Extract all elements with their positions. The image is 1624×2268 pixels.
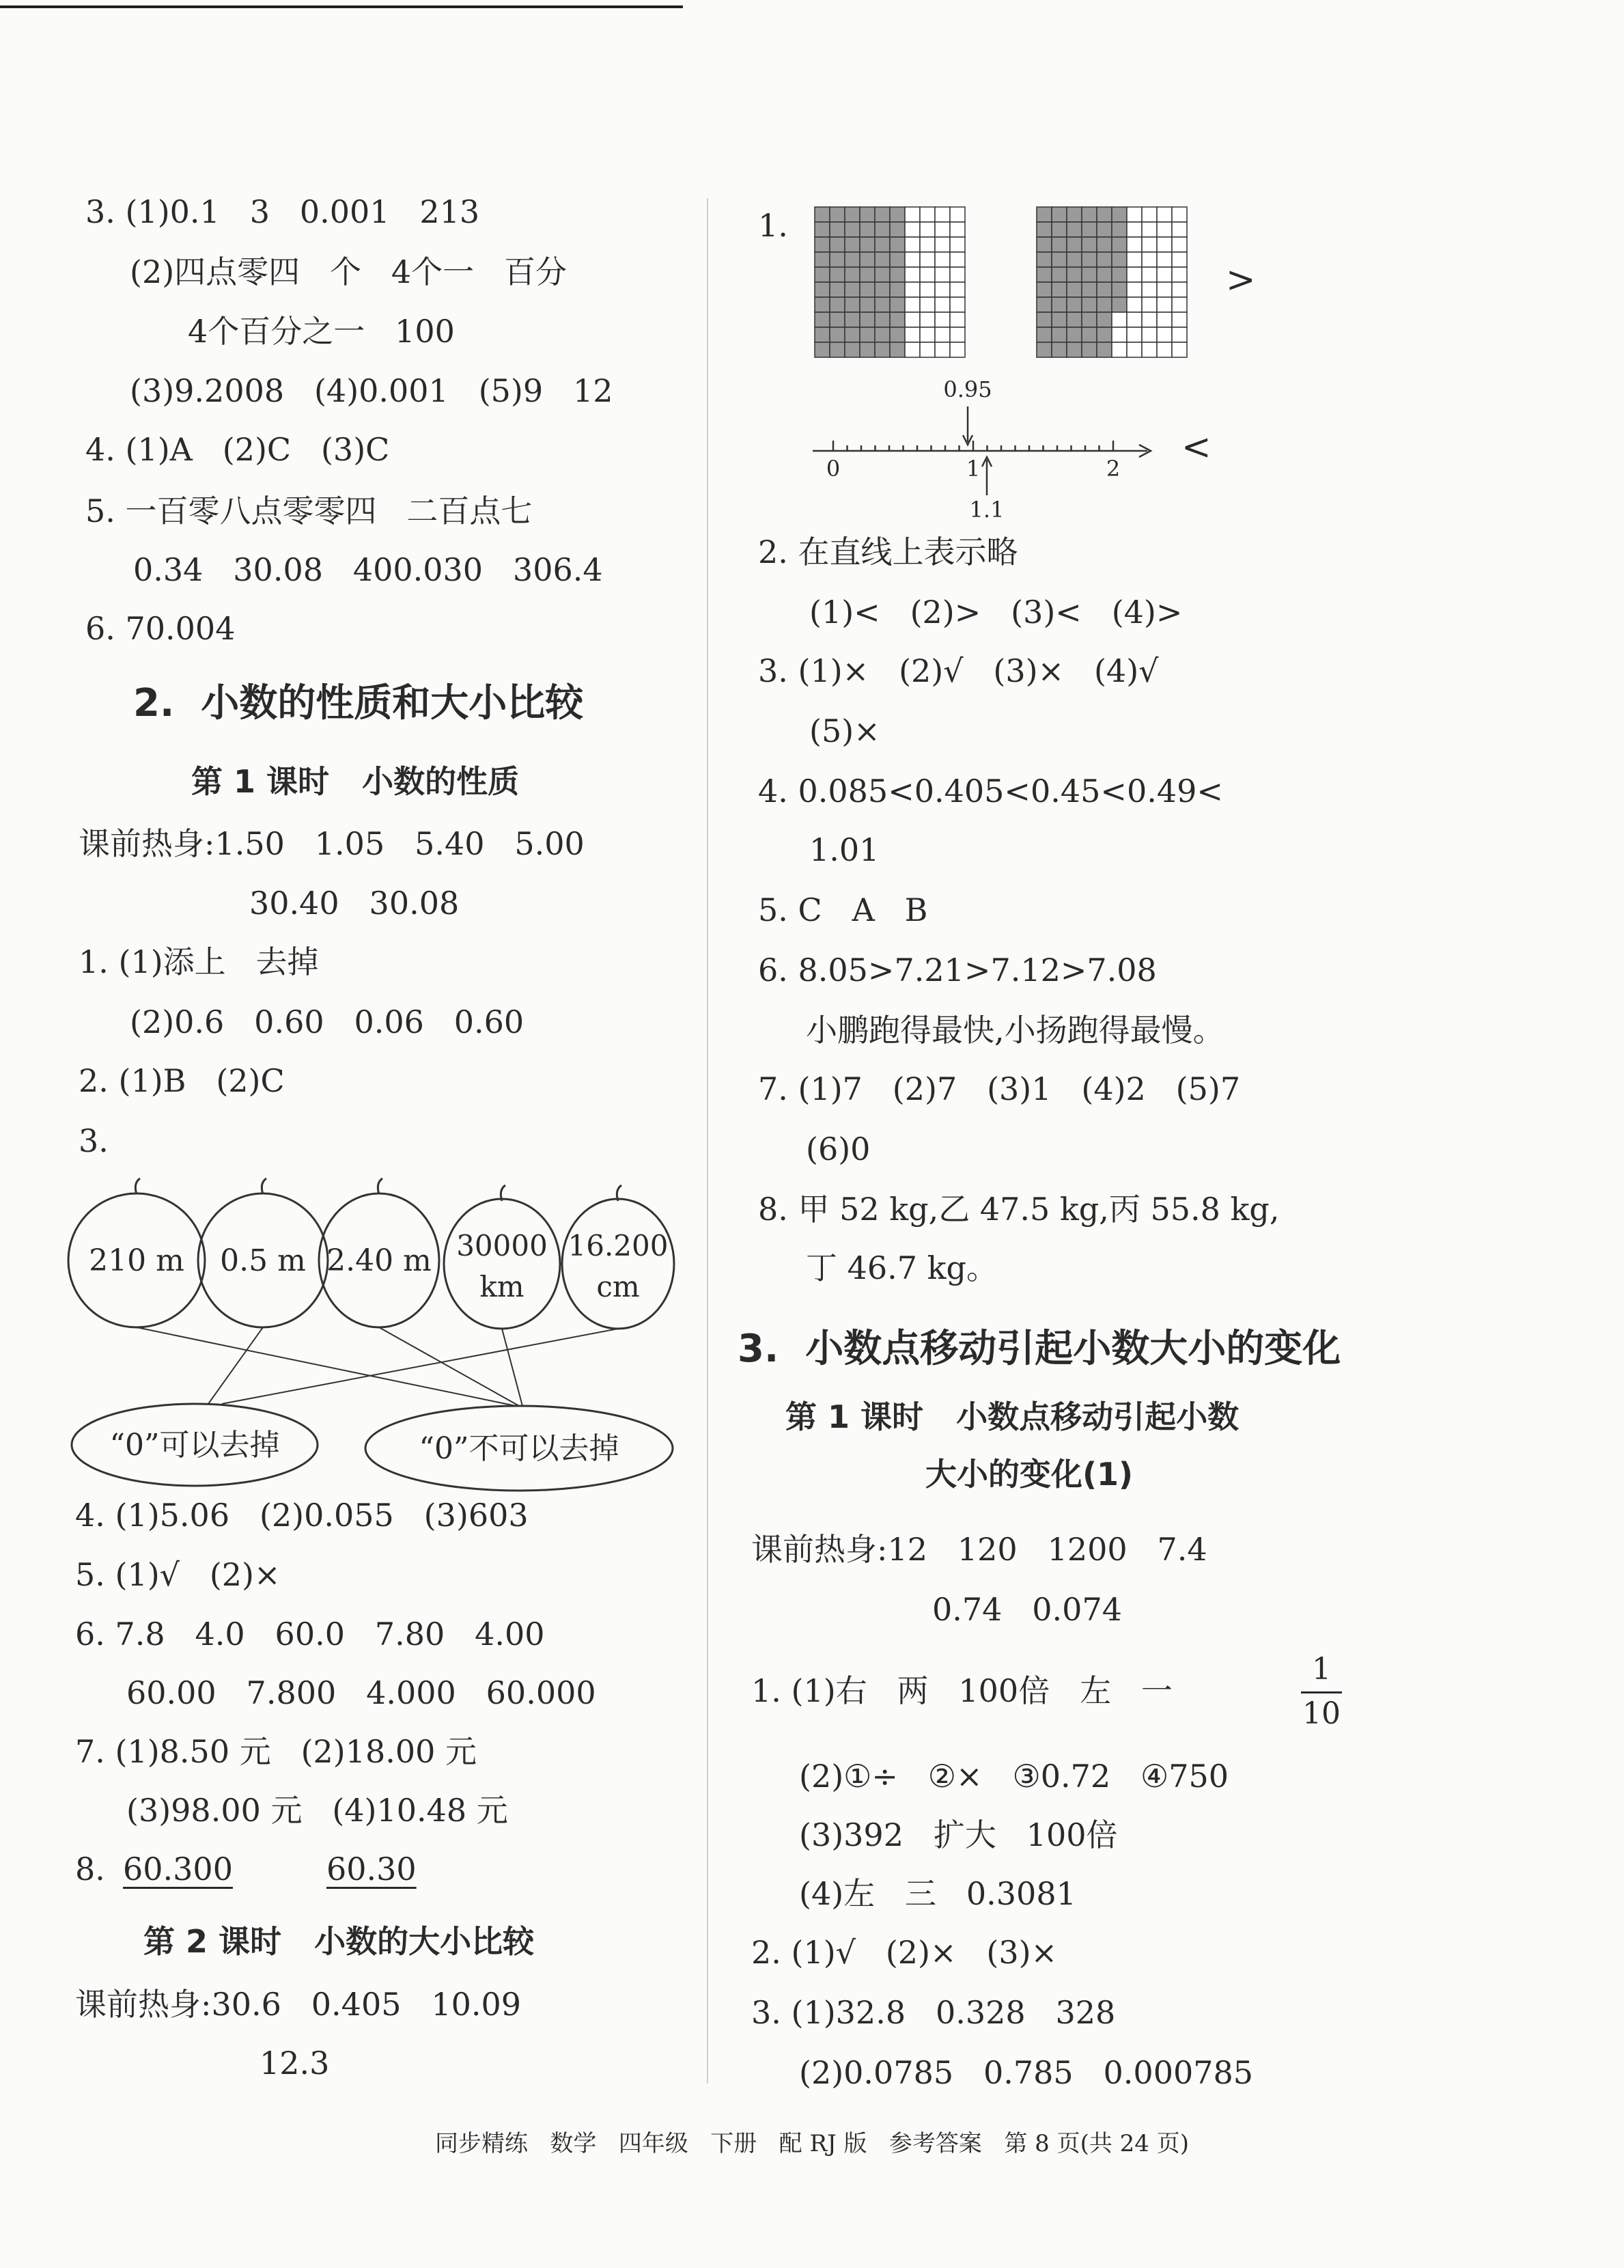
match-line [208, 1327, 263, 1404]
grid-cell-shaded [1097, 312, 1112, 327]
grid-cell-shaded [815, 222, 830, 237]
grid-cell [1172, 237, 1187, 252]
answer-line: (3)9.2008 (4)0.001 (5)9 12 [130, 372, 613, 409]
fraction-denominator: 10 [1302, 1696, 1341, 1731]
match-line [137, 1327, 516, 1406]
grid-cell-shaded [845, 342, 860, 357]
apple-shape [444, 1199, 560, 1329]
warmup-line: 课前热身:12 120 1200 7.4 [751, 1531, 1207, 1568]
grid-cell-shaded [815, 342, 830, 357]
grid-cell [950, 282, 965, 297]
grid-cell-shaded [815, 237, 830, 252]
grid-cell-shaded [1037, 222, 1052, 237]
answer-line: (1)< (2)> (3)< (4)> [809, 594, 1183, 631]
answer-line: 1.01 [809, 831, 880, 868]
grid-cell [905, 297, 920, 312]
grid-cell-shaded [875, 282, 890, 297]
grid-cell-shaded [1097, 207, 1112, 222]
page-footer: 同步精练 数学 四年级 下册 配 RJ 版 参考答案 第 8 页(共 24 页) [434, 2130, 1190, 2157]
grid-cell [950, 267, 965, 282]
grid-cell-shaded [1067, 222, 1082, 237]
grid-cell [935, 222, 950, 237]
grid-cell [1172, 342, 1187, 357]
grid-cell-shaded [1067, 267, 1082, 282]
answer-line: 1. (1)右 两 100倍 左 一 [751, 1672, 1173, 1709]
grid-cell-shaded [830, 207, 845, 222]
grid-cell [920, 222, 935, 237]
answer-line: (3)392 扩大 100倍 [799, 1816, 1118, 1853]
grid-cell-shaded [1082, 267, 1097, 282]
grid-cell-shaded [1097, 297, 1112, 312]
grid-cell-shaded [1097, 267, 1112, 282]
hundred-grid-left [813, 205, 967, 359]
grid-cell-shaded [1067, 297, 1082, 312]
answer-line: 5. (1)√ (2)× [75, 1556, 281, 1593]
match-line [222, 1329, 618, 1404]
grid-cell-shaded [830, 282, 845, 297]
grid-cell-shaded [1037, 297, 1052, 312]
grid-cell-shaded [845, 267, 860, 282]
grid-cell-shaded [1037, 207, 1052, 222]
grid-cell-shaded [845, 327, 860, 342]
answer-line: (2)0.0785 0.785 0.000785 [799, 2054, 1254, 2091]
grid-cell [920, 267, 935, 282]
number-line-tick-label: 0 [826, 456, 841, 482]
grid-cell [950, 342, 965, 357]
grid-cell-shaded [1082, 327, 1097, 342]
grid-cell [935, 327, 950, 342]
grid-cell-shaded [875, 297, 890, 312]
grid-cell-shaded [1112, 207, 1127, 222]
oval-label: “0”不可以去掉 [419, 1431, 619, 1466]
number-line [806, 372, 1188, 523]
grid-cell [1142, 267, 1157, 282]
grid-cell-shaded [830, 342, 845, 357]
grid-cell [905, 312, 920, 327]
grid-cell [950, 297, 965, 312]
grid-cell [935, 237, 950, 252]
apple-label: 210 m [89, 1243, 184, 1278]
grid-cell-shaded [890, 282, 905, 297]
grid-cell [1142, 312, 1157, 327]
column-divider [707, 198, 708, 2084]
grid-cell [1127, 222, 1142, 237]
grid-cell-shaded [860, 237, 875, 252]
apple-label: cm [596, 1270, 640, 1303]
answer-line: 7. (1)7 (2)7 (3)1 (4)2 (5)7 [758, 1070, 1241, 1107]
answer-line: 1. (1)添上 去掉 [79, 943, 319, 980]
grid-cell-shaded [830, 297, 845, 312]
grid-cell-shaded [890, 237, 905, 252]
grid-cell [1112, 312, 1127, 327]
grid-cell-shaded [1052, 237, 1067, 252]
grid-cell-shaded [830, 312, 845, 327]
warmup-line: 12.3 [260, 2045, 330, 2082]
grid-cell-shaded [1112, 267, 1127, 282]
grid-cell [1142, 342, 1157, 357]
answer-line: 3. (1)32.8 0.328 328 [751, 1994, 1116, 2031]
apple-label: 0.5 m [220, 1243, 306, 1278]
apple-label: 16.200 [568, 1229, 669, 1262]
answer-line: 0.34 30.08 400.030 306.4 [133, 551, 603, 588]
grid-cell [1142, 297, 1157, 312]
grid-cell-shaded [860, 327, 875, 342]
grid-cell [920, 297, 935, 312]
grid-cell-shaded [815, 327, 830, 342]
match-line [379, 1327, 519, 1406]
grid-cell-shaded [875, 222, 890, 237]
grid-cell-shaded [1052, 327, 1067, 342]
grid-cell-shaded [1067, 327, 1082, 342]
grid-cell-shaded [845, 207, 860, 222]
number-line-tick-label: 2 [1106, 456, 1121, 482]
grid-cell-shaded [875, 207, 890, 222]
compare-sign: < [1181, 427, 1212, 468]
grid-cell [905, 327, 920, 342]
grid-cell-shaded [860, 342, 875, 357]
oval-label: “0”可以去掉 [109, 1428, 280, 1463]
grid-cell-shaded [845, 222, 860, 237]
grid-cell [1157, 282, 1172, 297]
grid-cell [1127, 342, 1142, 357]
apple-label: km [479, 1270, 524, 1303]
answer-line: 5. 一百零八点零零四 二百点七 [85, 493, 533, 529]
grid-cell-shaded [1052, 267, 1067, 282]
grid-cell [905, 252, 920, 267]
grid-cell [1157, 207, 1172, 222]
grid-cell-shaded [815, 297, 830, 312]
grid-cell-shaded [890, 267, 905, 282]
grid-cell-shaded [1037, 282, 1052, 297]
answer-line: 4个百分之一 100 [188, 313, 455, 350]
answer-line: 8. [75, 1851, 105, 1887]
grid-cell [920, 312, 935, 327]
grid-cell [905, 342, 920, 357]
grid-cell [920, 327, 935, 342]
grid-cell-shaded [1112, 252, 1127, 267]
answer-line: 60.00 7.800 4.000 60.000 [126, 1674, 596, 1711]
grid-cell-shaded [860, 207, 875, 222]
grid-cell-shaded [1052, 312, 1067, 327]
grid-cell-shaded [890, 297, 905, 312]
grid-cell-shaded [1112, 297, 1127, 312]
grid-cell-shaded [1037, 252, 1052, 267]
grid-cell [950, 312, 965, 327]
grid-cell [935, 312, 950, 327]
grid-cell [905, 267, 920, 282]
warmup-line: 0.74 0.074 [932, 1591, 1122, 1628]
grid-cell [1127, 282, 1142, 297]
answer-line: 6. 70.004 [85, 610, 236, 647]
grid-cell-shaded [1052, 342, 1067, 357]
top-rule [0, 5, 683, 8]
grid-cell-shaded [1037, 342, 1052, 357]
grid-cell [950, 207, 965, 222]
grid-cell [1112, 327, 1127, 342]
grid-cell [1142, 222, 1157, 237]
number-line-label: 0.95 [943, 376, 992, 402]
fraction-numerator: 1 [1312, 1652, 1331, 1687]
grid-cell-shaded [890, 342, 905, 357]
grid-cell [920, 252, 935, 267]
apple-label: 2.40 m [326, 1243, 432, 1278]
grid-cell [905, 282, 920, 297]
grid-cell-shaded [860, 252, 875, 267]
grid-cell [920, 342, 935, 357]
grid-cell [935, 282, 950, 297]
grid-cell-shaded [1097, 222, 1112, 237]
grid-cell-shaded [875, 342, 890, 357]
grid-cell [1112, 342, 1127, 357]
grid-cell [1142, 327, 1157, 342]
grid-cell-shaded [875, 327, 890, 342]
grid-cell [1157, 297, 1172, 312]
grid-cell-shaded [890, 252, 905, 267]
grid-cell-shaded [1067, 282, 1082, 297]
grid-cell-shaded [1097, 327, 1112, 342]
answer-line: (3)98.00 元 (4)10.48 元 [126, 1792, 508, 1829]
answer-line: (2)0.6 0.60 0.06 0.60 [130, 1004, 524, 1040]
grid-cell-shaded [875, 312, 890, 327]
grid-cell [1157, 267, 1172, 282]
apple-shape [562, 1199, 674, 1329]
grid-cell-shaded [1037, 327, 1052, 342]
section-title: 2. 小数的性质和大小比较 [133, 681, 584, 725]
grid-cell-shaded [815, 312, 830, 327]
grid-cell-shaded [1097, 237, 1112, 252]
grid-cell-shaded [845, 282, 860, 297]
grid-cell-shaded [860, 267, 875, 282]
grid-cell-shaded [875, 237, 890, 252]
grid-cell-shaded [860, 282, 875, 297]
answer-line: 3. (1)× (2)√ (3)× (4)√ [758, 652, 1159, 689]
lesson-title: 大小的变化(1) [925, 1456, 1134, 1493]
grid-cell [1172, 222, 1187, 237]
grid-cell [935, 252, 950, 267]
grid-cell-shaded [1067, 237, 1082, 252]
answer-line: 2. 在直线上表示略 [758, 534, 1018, 570]
grid-cell [1157, 327, 1172, 342]
grid-cell [1127, 237, 1142, 252]
section-title: 3. 小数点移动引起小数大小的变化 [738, 1327, 1341, 1371]
grid-cell-shaded [890, 312, 905, 327]
grid-cell-shaded [1052, 207, 1067, 222]
grid-cell-shaded [1067, 312, 1082, 327]
number-line-tick-label: 1 [966, 456, 981, 482]
grid-cell-shaded [1082, 312, 1097, 327]
grid-cell-shaded [815, 267, 830, 282]
grid-cell [935, 342, 950, 357]
grid-cell [1127, 267, 1142, 282]
grid-cell-shaded [1082, 222, 1097, 237]
number-line-label: 1.1 [969, 497, 1005, 523]
grid-cell [1172, 267, 1187, 282]
answer-line: 3. (1)0.1 3 0.001 213 [85, 193, 480, 230]
grid-cell [920, 207, 935, 222]
grid-cell-shaded [1067, 252, 1082, 267]
grid-cell [1127, 252, 1142, 267]
grid-cell [950, 222, 965, 237]
answer-line: 6. 7.8 4.0 60.0 7.80 4.00 [75, 1616, 545, 1652]
grid-cell-shaded [815, 252, 830, 267]
answer-line: 7. (1)8.50 元 (2)18.00 元 [75, 1733, 477, 1770]
grid-cell-shaded [1052, 282, 1067, 297]
warmup-line: 课前热身:1.50 1.05 5.40 5.00 [79, 825, 585, 862]
answer-line: (6)0 [806, 1131, 871, 1167]
answer-line: 丁 46.7 kg。 [806, 1249, 998, 1286]
answer-line: 8. 甲 52 kg,乙 47.5 kg,丙 55.8 kg, [758, 1191, 1280, 1228]
grid-cell [1157, 252, 1172, 267]
grid-cell [1172, 327, 1187, 342]
compare-sign: > [1226, 260, 1256, 301]
hundred-grid-right [1035, 205, 1189, 359]
grid-cell [905, 237, 920, 252]
grid-cell [1172, 207, 1187, 222]
grid-cell-shaded [1082, 207, 1097, 222]
grid-cell-shaded [1082, 237, 1097, 252]
grid-cell-shaded [1082, 297, 1097, 312]
grid-cell-shaded [1097, 282, 1112, 297]
grid-cell-shaded [875, 252, 890, 267]
apple-stem [262, 1178, 266, 1194]
grid-cell-shaded [890, 222, 905, 237]
answer-line: (5)× [809, 713, 880, 749]
grid-cell-shaded [830, 267, 845, 282]
grid-cell-shaded [1052, 222, 1067, 237]
lesson-title: 第 1 课时 小数点移动引起小数 [785, 1398, 1240, 1435]
grid-cell [1127, 297, 1142, 312]
answer-line: (2)四点零四 个 4个一 百分 [130, 253, 568, 290]
grid-cell [950, 252, 965, 267]
grid-cell-shaded [1082, 252, 1097, 267]
grid-cell-shaded [1037, 312, 1052, 327]
answer-line: 小鹏跑得最快,小扬跑得最慢。 [806, 1012, 1224, 1049]
grid-cell-shaded [830, 222, 845, 237]
grid-cell-shaded [1037, 237, 1052, 252]
grid-cell-shaded [1112, 282, 1127, 297]
answer-line: 4. (1)5.06 (2)0.055 (3)603 [75, 1497, 529, 1534]
warmup-line: 课前热身:30.6 0.405 10.09 [75, 1986, 522, 2023]
grid-cell [905, 207, 920, 222]
apple-sorting-diagram [65, 1175, 693, 1503]
underlined-answer: 60.300 [123, 1851, 233, 1887]
apple-label: 30000 [456, 1229, 548, 1262]
grid-cell-shaded [1067, 207, 1082, 222]
grid-cell-shaded [845, 252, 860, 267]
grid-cell [1127, 312, 1142, 327]
grid-cell-shaded [1067, 342, 1082, 357]
grid-cell [935, 267, 950, 282]
grid-cell [935, 207, 950, 222]
answer-line: 2. (1)B (2)C [79, 1062, 285, 1099]
grid-cell-shaded [1037, 267, 1052, 282]
answer-line: (2)①÷ ②× ③0.72 ④750 [799, 1758, 1229, 1795]
grid-cell [1157, 222, 1172, 237]
grid-cell-shaded [1112, 222, 1127, 237]
warmup-line: 30.40 30.08 [249, 885, 460, 922]
grid-cell-shaded [845, 237, 860, 252]
grid-cell-shaded [1082, 342, 1097, 357]
lesson-title: 第 2 课时 小数的大小比较 [143, 1923, 535, 1960]
grid-cell-shaded [845, 312, 860, 327]
grid-cell-shaded [1097, 252, 1112, 267]
underlined-answer: 60.30 [326, 1851, 417, 1887]
grid-cell-shaded [860, 312, 875, 327]
grid-cell [1142, 252, 1157, 267]
grid-cell [1172, 312, 1187, 327]
grid-cell [1127, 207, 1142, 222]
match-line [502, 1329, 522, 1406]
grid-cell [1157, 312, 1172, 327]
grid-cell [1172, 252, 1187, 267]
grid-cell-shaded [860, 297, 875, 312]
grid-cell [920, 282, 935, 297]
answer-line: (4)左 三 0.3081 [799, 1875, 1076, 1912]
grid-cell-shaded [890, 207, 905, 222]
grid-cell-shaded [830, 237, 845, 252]
grid-cell-shaded [1112, 237, 1127, 252]
answer-line: 6. 8.05>7.21>7.12>7.08 [758, 952, 1157, 988]
answer-line: 5. C A B [758, 891, 928, 928]
grid-cell [1142, 282, 1157, 297]
grid-cell-shaded [830, 327, 845, 342]
grid-cell-shaded [1082, 282, 1097, 297]
lesson-title: 第 1 课时 小数的性质 [191, 763, 520, 800]
grid-cell-shaded [830, 252, 845, 267]
apple-stem [378, 1178, 382, 1194]
grid-cell [1172, 282, 1187, 297]
grid-cell-shaded [890, 327, 905, 342]
apple-stem [135, 1178, 140, 1194]
grid-cell-shaded [1052, 297, 1067, 312]
answer-line: 4. (1)A (2)C (3)C [85, 431, 390, 468]
grid-cell [905, 222, 920, 237]
grid-cell [1142, 237, 1157, 252]
grid-cell [1172, 297, 1187, 312]
answer-line: 3. [79, 1122, 109, 1159]
grid-cell-shaded [1052, 252, 1067, 267]
answer-line: 2. (1)√ (2)× (3)× [751, 1934, 1058, 1971]
answer-line: 1. [758, 207, 788, 244]
grid-cell-shaded [815, 282, 830, 297]
grid-cell-shaded [845, 297, 860, 312]
fraction-bar [1301, 1691, 1342, 1693]
grid-cell-shaded [815, 207, 830, 222]
grid-cell [950, 237, 965, 252]
grid-cell [1157, 342, 1172, 357]
grid-cell-shaded [860, 222, 875, 237]
grid-cell [1157, 237, 1172, 252]
grid-cell-shaded [1097, 342, 1112, 357]
grid-cell [935, 297, 950, 312]
grid-cell [950, 327, 965, 342]
grid-cell [920, 237, 935, 252]
grid-cell [1127, 327, 1142, 342]
grid-cell-shaded [875, 267, 890, 282]
grid-cell [1142, 207, 1157, 222]
answer-line: 4. 0.085<0.405<0.45<0.49< [758, 773, 1223, 810]
